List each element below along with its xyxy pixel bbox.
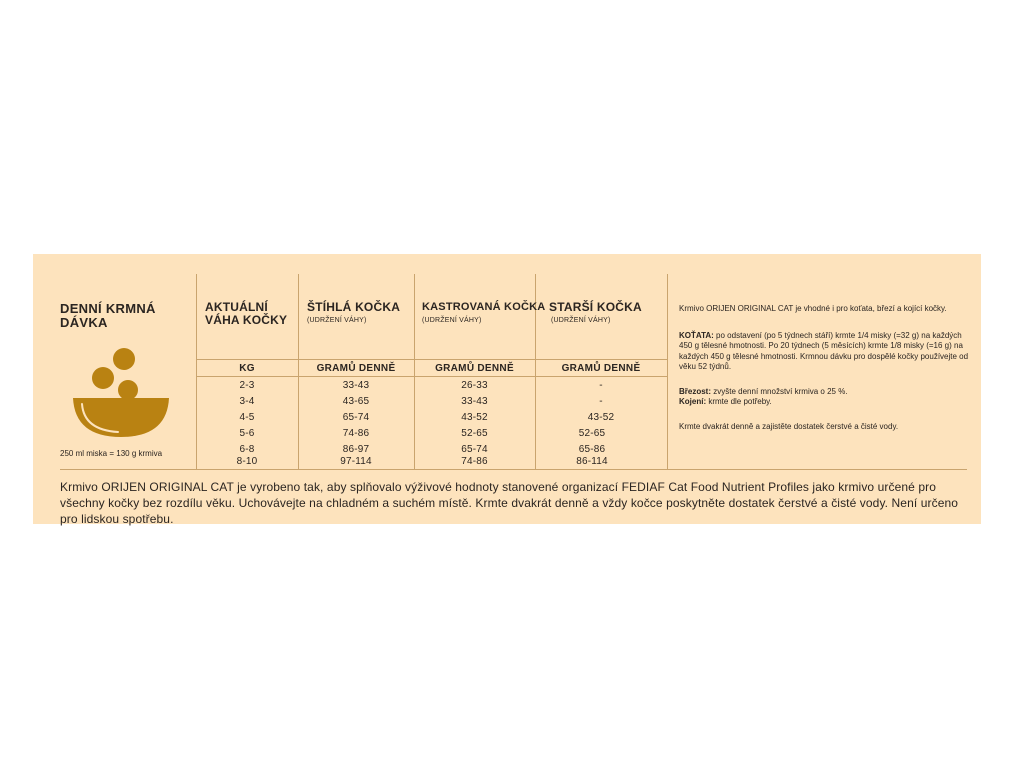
cell-weight: 6-8 (239, 444, 255, 455)
cell-weight: 4-5 (239, 412, 255, 423)
unit-kg: KG (239, 363, 255, 374)
title-line-1: DENNÍ KRMNÁ (60, 301, 156, 316)
header-neutered-title: KASTROVANÁ KOČKA (422, 301, 546, 313)
note-pregnancy (679, 387, 971, 398)
note-nursing-label: Kojení: (679, 397, 707, 406)
note-kittens-text: po odstavení (po 5 týdnech stáří) krmte 1/4 misky (=32 g) na každých 450 g tělesné hmotnosti. Po 20 týdnech (5 měsících) krmte 1/8 misky (=16 g) na každých 450 g tělesné hmotnosti. Krmnou dávku pro dospělé kočky používejte od věku 52 týdnů. (679, 330, 969, 371)
cell-weight: 8-10 (236, 456, 258, 467)
table-row (196, 453, 667, 465)
table-row (196, 438, 667, 453)
cell-neutered: 65-74 (461, 444, 488, 455)
cell-slim: 97-114 (340, 456, 372, 467)
cell-slim: 65-74 (342, 412, 370, 423)
cell-neutered: 52-65 (461, 428, 488, 439)
note-feeding: Krmte dvakrát denně a zajistěte dostatek čerstvé a čisté vody. (679, 421, 899, 431)
cell-neutered: 43-52 (461, 412, 488, 423)
cell-senior: 43-52 (587, 412, 615, 423)
header-weight-line-1: AKTUÁLNÍ (205, 300, 268, 314)
table-row (196, 393, 667, 408)
note-kittens-label: KOŤATA: (679, 330, 714, 340)
cell-slim: 33-43 (342, 380, 370, 391)
cell-slim: 43-65 (342, 396, 370, 407)
header-senior-cat (549, 301, 642, 325)
header-weight-line-2: VÁHA KOČKY (205, 313, 288, 327)
divider (196, 359, 667, 360)
section-title (60, 302, 156, 330)
title-line-2: DÁVKA (60, 315, 108, 330)
divider (60, 469, 967, 470)
note-intro: Krmivo ORIJEN ORIGINAL CAT je vhodné i pro koťata, březí a kojící kočky. (679, 304, 947, 313)
header-slim-cat (307, 301, 400, 325)
table-row (196, 423, 667, 438)
cell-weight: 5-6 (239, 428, 255, 439)
unit-grams: GRAMŮ DENNĚ (316, 363, 396, 374)
cell-neutered: 33-43 (461, 396, 488, 407)
feeding-guide-panel (33, 254, 981, 524)
header-neutered-sub: (UDRŽENÍ VÁHY) (422, 317, 482, 324)
note-nursing-text: krmte dle potřeby. (708, 397, 772, 406)
header-slim-title: ŠTÍHLÁ KOČKA (307, 300, 401, 314)
note-pregnancy-label: Březost: (679, 386, 712, 396)
cell-senior: 86-114 (576, 456, 608, 467)
cell-weight: 2-3 (239, 380, 255, 391)
note-kittens (679, 331, 971, 373)
note-pregnancy-text: zvyšte denní množství krmiva o 25 %. (713, 386, 848, 396)
cell-neutered: 26-33 (461, 380, 488, 391)
table-row (196, 408, 667, 423)
bowl-caption: 250 ml miska = 130 g krmiva (60, 449, 163, 458)
food-bowl-icon (72, 348, 170, 440)
feeding-notes (679, 304, 971, 432)
cell-weight: 3-4 (239, 396, 255, 407)
header-slim-sub: (UDRŽENÍ VÁHY) (307, 317, 367, 324)
footer-text: Krmivo ORIJEN ORIGINAL CAT je vyrobeno tak, aby splňovalo výživové hodnoty stanovené organizací FEDIAF Cat Food Nutrient Profiles jako krmivo určené pro všechny kočky bez rozdílu věku. Uchovávejte na chladném a suchém místě. Krmte dvakrát denně a vždy kočce poskytněte dostatek čerstvé a čisté vody. Není určeno pro lidskou spotřebu. (60, 480, 959, 526)
header-senior-sub: (UDRŽENÍ VÁHY) (551, 317, 611, 324)
cell-senior: - (599, 380, 603, 391)
table-row (196, 378, 667, 393)
unit-grams: GRAMŮ DENNĚ (435, 363, 514, 374)
cell-senior: 52-65 (578, 428, 606, 439)
unit-grams: GRAMŮ DENNĚ (561, 363, 641, 374)
cell-senior: 65-86 (578, 444, 606, 455)
cell-slim: 86-97 (342, 444, 370, 455)
header-neutered-cat (422, 301, 545, 325)
divider (667, 274, 668, 469)
cell-neutered: 74-86 (461, 456, 488, 467)
header-senior-title: STARŠÍ KOČKA (549, 300, 642, 314)
feeding-table-body (196, 378, 667, 465)
header-weight (205, 301, 287, 327)
note-nursing (679, 397, 971, 408)
cell-slim: 74-86 (342, 428, 370, 439)
divider (196, 376, 667, 377)
cell-senior: - (599, 396, 603, 407)
